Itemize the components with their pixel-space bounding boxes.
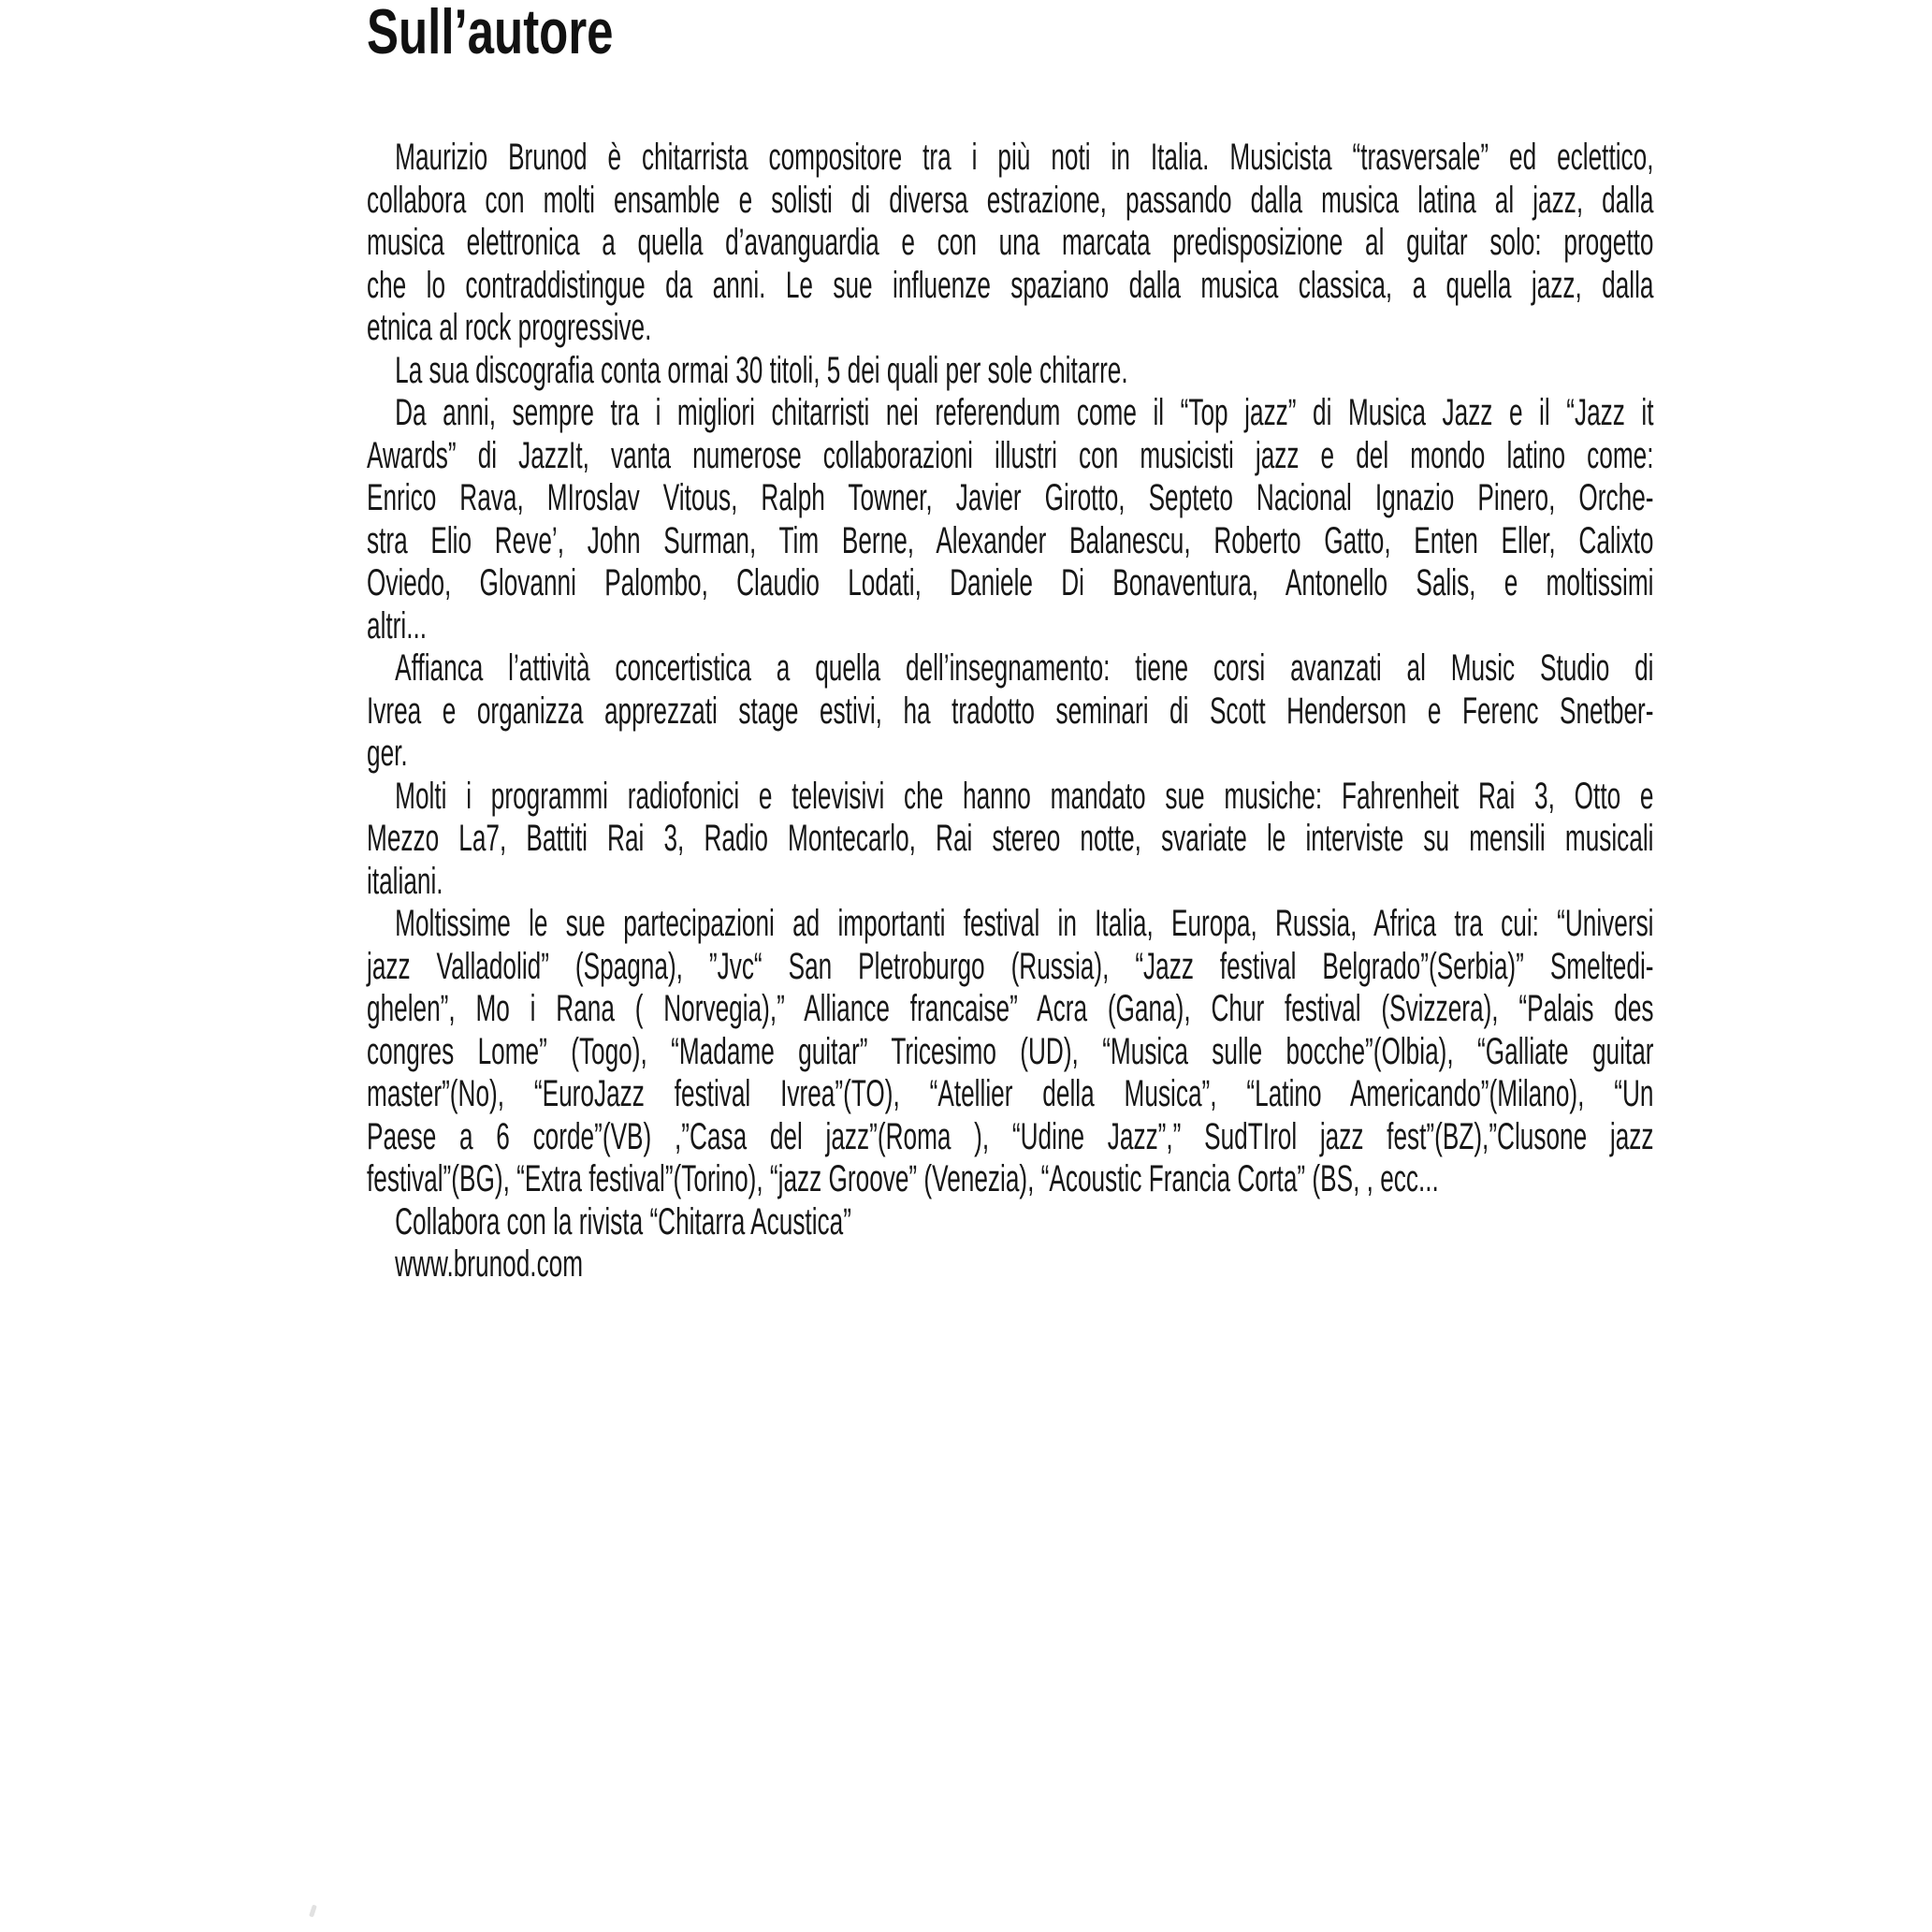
text-line: master”(No), “EuroJazz festival Ivrea”(TO), “Atellier della Musica”, “Latino Americando”(Milano), “Un	[367, 1073, 1654, 1114]
text-line: musica elettronica a quella d’avanguardia e con una marcata predisposizione al guitar solo: progetto	[367, 222, 1654, 263]
text-line: italiani.	[367, 860, 443, 902]
text-line: festival”(BG), “Extra festival”(Torino), “jazz Groove” (Venezia), “Acoustic Francia Corta” (BS, , ecc...	[367, 1158, 1439, 1199]
text-line: Moltissime le sue partecipazioni ad importanti festival in Italia, Europa, Russia, Africa tra cui: “Universi	[395, 903, 1654, 944]
text-line: ger.	[367, 733, 408, 774]
text-line: stra Elio Reve’, John Surman, Tim Berne, Alexander Balanescu, Roberto Gatto, Enten Eller, Calixto	[367, 519, 1654, 561]
about-author-text	[367, 137, 1654, 1286]
text-line: Affianca l’attività concertistica a quella dell’insegnamento: tiene corsi avanzati al Music Studio di	[395, 647, 1654, 689]
text-line: altri...	[367, 604, 428, 646]
scan-speck	[309, 1905, 317, 1918]
text-line: jazz Valladolid” (Spagna), ”Jvc“ San Pletroburgo (Russia), “Jazz festival Belgrado”(Serbia)” Smeltedi-	[367, 945, 1654, 987]
text-line: Molti i programmi radiofonici e televisivi che hanno mandato sue musiche: Fahrenheit Rai 3, Otto e	[395, 775, 1654, 817]
text-line: La sua discografia conta ormai 30 titoli, 5 dei quali per sole chitarre.	[395, 349, 1128, 391]
text-line: ghelen”, Mo i Rana ( Norvegia),” Alliance francaise” Acra (Gana), Chur festival (Svizzera), “Palais des	[367, 988, 1654, 1029]
text-line: Da anni, sempre tra i migliori chitarristi nei referendum come il “Top jazz” di Musica Jazz e il “Jazz it	[395, 392, 1654, 433]
text-line: che lo contraddistingue da anni. Le sue influenze spaziano dalla musica classica, a quella jazz, dalla	[367, 264, 1654, 306]
text-line: Maurizio Brunod è chitarrista compositore tra i più noti in Italia. Musicista “trasversale” ed eclettico,	[395, 137, 1654, 178]
text-line: Mezzo La7, Battiti Rai 3, Radio Montecarlo, Rai stereo notte, svariate le interviste su mensili musicali	[367, 818, 1654, 859]
text-line: www.brunod.com	[395, 1243, 584, 1285]
text-line: Collabora con la rivista “Chitarra Acustica”	[395, 1200, 851, 1242]
text-line: collabora con molti ensamble e solisti di diversa estrazione, passando dalla musica latina al jazz, dalla	[367, 179, 1654, 221]
text-line: etnica al rock progressive.	[367, 307, 652, 348]
page-title: Sull’autore	[367, 0, 614, 67]
text-line: congres Lome” (Togo), “Madame guitar” Tricesimo (UD), “Musica sulle bocche”(Olbia), “Galliate guitar	[367, 1030, 1654, 1072]
text-line: Oviedo, Glovanni Palombo, Claudio Lodati, Daniele Di Bonaventura, Antonello Salis, e moltissimi	[367, 562, 1654, 603]
text-line: Enrico Rava, MIroslav Vitous, Ralph Towner, Javier Girotto, Septeto Nacional Ignazio Pinero, Orche-	[367, 477, 1654, 518]
text-line: Ivrea e organizza apprezzati stage estivi, ha tradotto seminari di Scott Henderson e Ferenc Snetber-	[367, 690, 1654, 732]
text-line: Paese a 6 corde”(VB) ,”Casa del jazz”(Roma ), “Udine Jazz”,” SudTIrol jazz fest”(BZ),”Clusone jazz	[367, 1115, 1654, 1157]
text-line: Awards” di JazzIt, vanta numerose collaborazioni illustri con musicisti jazz e del mondo latino come:	[367, 434, 1654, 476]
